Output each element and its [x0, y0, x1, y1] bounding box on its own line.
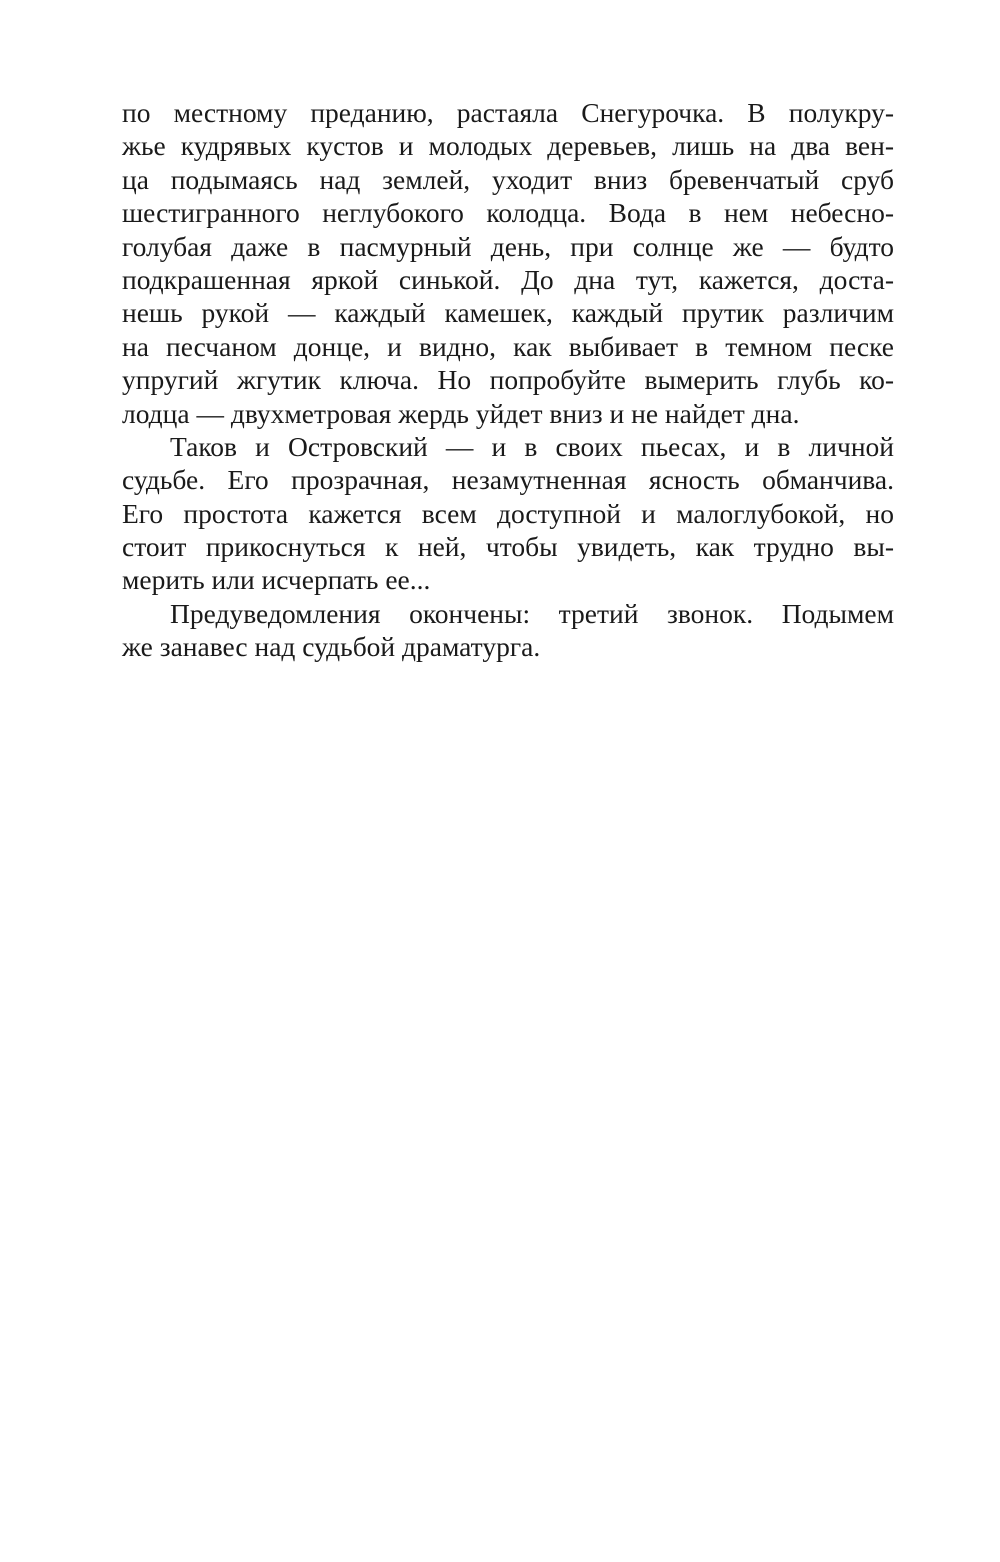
- text-line: упругий жгутик ключа. Но попробуйте вымерить глубь ко-: [122, 364, 894, 396]
- text-line: Предуведомления окончены: третий звонок. Подымем: [170, 597, 894, 629]
- text-line: ца подымаясь над землей, уходит вниз бревенчатый сруб: [122, 163, 894, 195]
- text-line: жье кудрявых кустов и молодых деревьев, лишь на два вен-: [122, 130, 894, 162]
- text-line: на песчаном донце, и видно, как выбивает в темном песке: [122, 330, 894, 362]
- body-text: [122, 96, 894, 664]
- text-line: судьбе. Его прозрачная, незамутненная ясность обманчива.: [122, 464, 894, 496]
- paragraph-1: [122, 96, 894, 430]
- text-line: мерить или исчерпать ее...: [122, 564, 431, 596]
- text-line: шестигранного неглубокого колодца. Вода в нем небесно-: [122, 197, 894, 229]
- text-line: голубая даже в пасмурный день, при солнце же — будто: [122, 230, 894, 262]
- text-line: же занавес над судьбой драматурга.: [122, 631, 541, 663]
- text-line: подкрашенная яркой синькой. До дна тут, кажется, доста-: [122, 263, 894, 295]
- text-line: Таков и Островский — и в своих пьесах, и в личной: [170, 430, 894, 462]
- text-line: Его простота кажется всем доступной и малоглубокой, но: [122, 497, 894, 529]
- text-line: лодца — двухметровая жердь уйдет вниз и не найдет дна.: [122, 397, 800, 429]
- text-line: нешь рукой — каждый камешек, каждый прутик различим: [122, 297, 894, 329]
- text-line: стоит прикоснуться к ней, чтобы увидеть, как трудно вы-: [122, 531, 894, 563]
- text-line: по местному преданию, растаяла Снегурочка. В полукру-: [122, 97, 894, 128]
- paragraph-2: [122, 430, 894, 597]
- paragraph-3: [122, 597, 894, 664]
